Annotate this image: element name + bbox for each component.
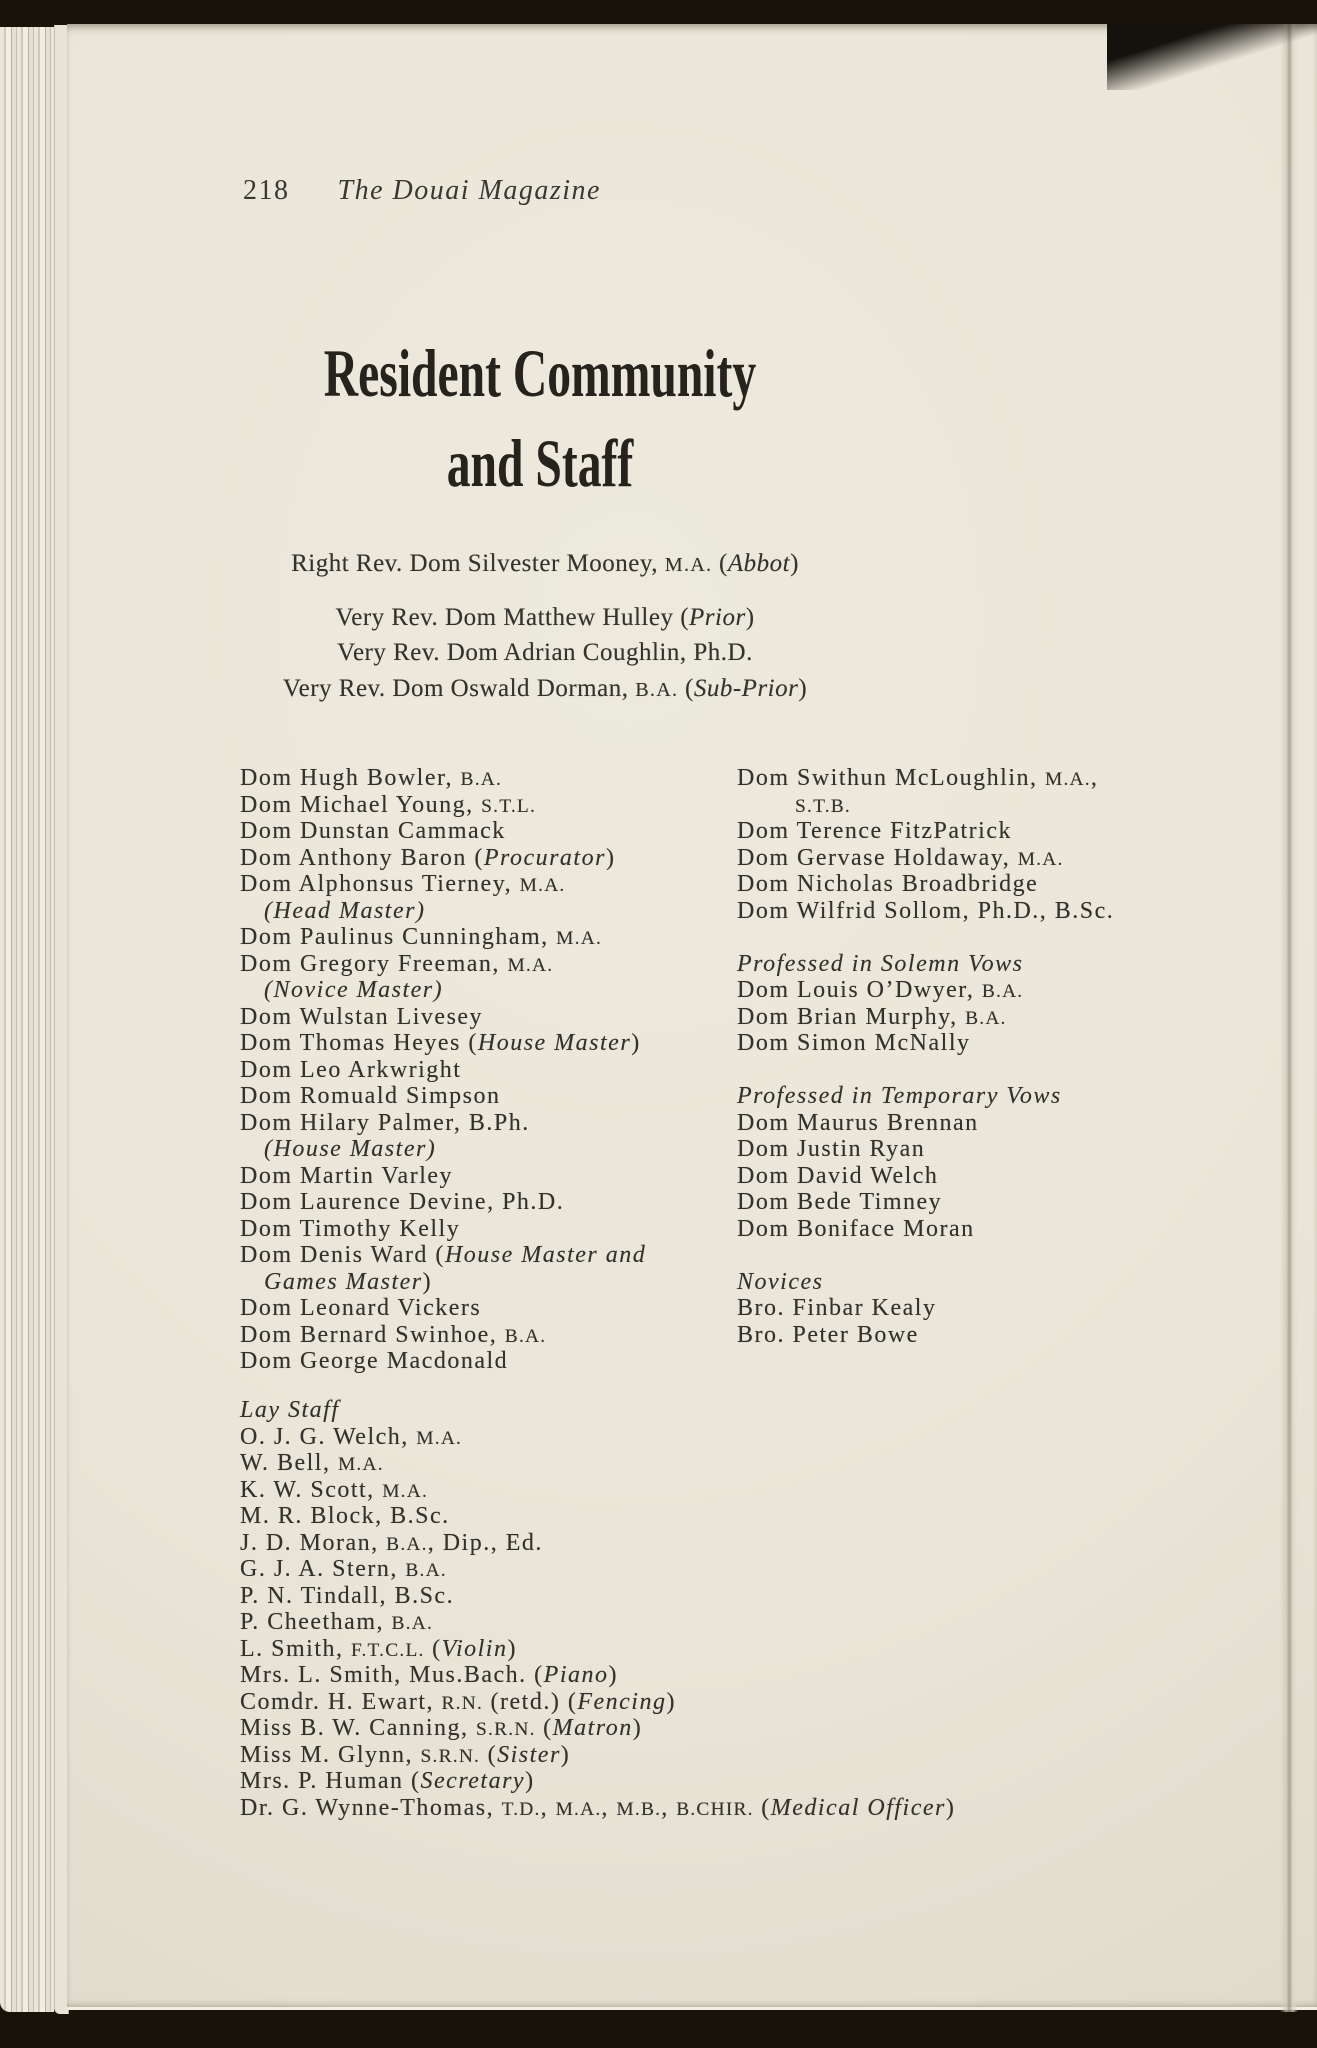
text-segment: M.A.	[416, 1427, 463, 1449]
text-segment: Dom Anthony Baron (	[240, 844, 484, 871]
community-column-left	[240, 765, 646, 1375]
list-line	[737, 1110, 1114, 1137]
text-segment: K. W. Scott,	[240, 1476, 383, 1503]
text-segment: M.A.	[555, 1798, 602, 1820]
text-segment: Dom Romuald Simpson	[240, 1083, 501, 1109]
text-segment: (House Master)	[264, 1136, 437, 1162]
text-segment: S.T.L.	[481, 795, 537, 817]
title-line-2: and Staff	[446, 425, 634, 501]
list-line	[240, 1530, 955, 1557]
text-segment: Mrs. L. Smith, Mus.Bach. (	[240, 1662, 544, 1688]
list-line	[737, 1083, 1114, 1110]
text-segment: )	[608, 1662, 618, 1688]
text-segment: )	[605, 844, 616, 871]
list-line	[737, 818, 1114, 845]
text-segment: Mrs. P. Human (	[240, 1768, 421, 1794]
list-line	[240, 977, 646, 1004]
text-segment: M.A.	[1045, 769, 1091, 790]
text-segment: Dom Maurus Brennan	[737, 1109, 979, 1136]
text-segment: Procurator	[483, 844, 606, 871]
text-segment: Professed in Solemn Vows	[737, 950, 1024, 977]
text-segment: Piano	[543, 1662, 609, 1688]
text-segment: ,	[1090, 765, 1099, 791]
text-segment: Violin	[441, 1635, 508, 1662]
list-line	[240, 1662, 955, 1689]
list-line	[240, 1742, 955, 1769]
list-line	[240, 1348, 646, 1375]
list-line	[737, 1189, 1114, 1216]
text-segment: B.A.	[965, 1007, 1007, 1029]
dignitaries-list	[10, 546, 1080, 706]
list-line	[240, 1689, 955, 1716]
text-segment: B.A.	[405, 1560, 447, 1581]
text-segment: M.B.	[616, 1798, 662, 1820]
text-segment: Dom Gregory Freeman,	[240, 950, 508, 977]
text-segment: Dom Bede Timney	[737, 1189, 943, 1215]
lay-staff-list	[240, 1397, 955, 1821]
text-segment: )	[631, 1030, 641, 1056]
text-segment: Games Master	[264, 1268, 423, 1295]
list-line	[737, 1269, 1114, 1296]
text-segment: M.A.	[382, 1480, 429, 1502]
text-segment: M.A.	[556, 928, 603, 949]
text-segment: (Novice Master)	[264, 977, 444, 1003]
text-segment: M.A.	[337, 1454, 384, 1475]
list-line	[10, 635, 1080, 671]
text-segment: )	[666, 1688, 676, 1715]
text-segment: J. D. Moran,	[240, 1529, 387, 1556]
list-line	[737, 977, 1114, 1004]
list-line	[240, 1450, 955, 1477]
list-line	[240, 1216, 646, 1243]
text-segment: ,	[661, 1794, 677, 1821]
text-segment: Lay Staff	[240, 1397, 340, 1423]
list-line	[737, 1004, 1114, 1031]
text-segment: Dom Louis O’Dwyer,	[737, 977, 982, 1003]
text-segment: , Dip., Ed.	[427, 1529, 543, 1556]
text-segment: Novices	[737, 1268, 824, 1295]
text-segment: Dom Brian Murphy,	[737, 1003, 966, 1030]
text-segment: Dom Thomas Heyes (	[240, 1030, 478, 1056]
text-segment: B.A.	[504, 1325, 547, 1347]
text-segment: Dom Alphonsus Tierney,	[240, 871, 520, 897]
text-segment: Dom Justin Ryan	[737, 1136, 926, 1162]
text-segment: (	[535, 1715, 553, 1741]
text-segment: Bro. Finbar Kealy	[737, 1295, 937, 1321]
list-line	[737, 792, 1114, 819]
blank-line	[737, 924, 1114, 951]
list-line	[240, 818, 646, 845]
text-segment: M.A.	[519, 875, 566, 896]
list-line	[240, 1636, 955, 1663]
list-line	[240, 1269, 646, 1296]
list-line	[240, 1295, 646, 1322]
list-line	[240, 1795, 955, 1822]
text-segment: House Master and	[444, 1242, 647, 1268]
text-segment: Dom Dunstan Cammack	[240, 818, 506, 844]
text-segment: S.R.N.	[476, 1719, 536, 1740]
text-segment: Fencing	[577, 1688, 667, 1715]
text-segment: P. N. Tindall, B.Sc.	[240, 1582, 455, 1609]
text-segment: B.A.	[391, 1613, 434, 1634]
list-line	[240, 1768, 955, 1795]
community-column-right	[737, 765, 1114, 1348]
text-segment: B.A.	[460, 769, 503, 790]
list-line	[737, 1136, 1114, 1163]
text-segment: B.CHIR.	[676, 1798, 754, 1820]
page-title	[0, 328, 1080, 508]
text-segment: (	[424, 1635, 442, 1662]
list-line	[240, 1030, 646, 1057]
text-segment: Dom Denis Ward (	[240, 1242, 445, 1268]
list-line	[240, 1057, 646, 1084]
text-segment: Dom Wilfrid Sollom, Ph.D., B.Sc.	[737, 897, 1115, 924]
text-segment: M.A.	[507, 954, 554, 976]
text-segment: S.R.N.	[420, 1745, 481, 1767]
magazine-title: The Douai Magazine	[337, 175, 601, 206]
text-segment: Dom Boniface Moran	[737, 1215, 975, 1242]
text-segment: Dom Martin Varley	[240, 1162, 454, 1189]
list-line	[737, 765, 1114, 792]
list-line	[240, 1083, 646, 1110]
list-line	[737, 1322, 1114, 1349]
running-header	[243, 176, 601, 206]
list-line	[240, 1322, 646, 1349]
text-segment: G. J. A. Stern,	[240, 1556, 406, 1582]
list-line	[240, 1715, 955, 1742]
text-segment: S.T.B.	[795, 795, 851, 817]
list-line	[240, 1397, 955, 1424]
list-line	[10, 546, 1080, 582]
list-line	[240, 792, 646, 819]
list-line	[240, 1136, 646, 1163]
text-segment: (	[712, 550, 728, 577]
list-line	[240, 1556, 955, 1583]
text-segment: Very Rev. Dom Adrian Coughlin, Ph.D.	[337, 639, 753, 666]
text-segment: L. Smith,	[240, 1635, 352, 1662]
text-segment: Dom Leo Arkwright	[240, 1056, 462, 1083]
list-line	[10, 671, 1080, 707]
list-line	[240, 898, 646, 925]
text-segment: Abbot	[727, 550, 791, 577]
text-segment: B.A.	[635, 678, 679, 701]
list-line	[737, 845, 1114, 872]
text-segment: )	[798, 674, 808, 702]
text-segment: Dom Wulstan Livesey	[240, 1003, 484, 1030]
text-segment: Dom George Macdonald	[240, 1348, 509, 1374]
text-segment: )	[560, 1741, 571, 1768]
text-segment: Dom David Welch	[737, 1162, 939, 1189]
list-line	[240, 845, 646, 872]
text-segment: Sub-Prior	[693, 674, 799, 702]
blank-line	[737, 1242, 1114, 1269]
text-segment: )	[507, 1635, 517, 1662]
text-segment: Secretary	[420, 1768, 526, 1794]
list-line	[240, 1609, 955, 1636]
list-line	[240, 1424, 955, 1451]
list-line	[240, 1477, 955, 1504]
text-segment: Dom Hilary Palmer, B.Ph.	[240, 1109, 530, 1136]
text-segment: Dr. G. Wynne-Thomas,	[240, 1794, 502, 1821]
text-segment: (	[480, 1741, 498, 1768]
page-number: 218	[243, 175, 290, 206]
list-line	[737, 1030, 1114, 1057]
text-segment: Dom Michael Young,	[240, 791, 482, 818]
text-segment: )	[422, 1268, 433, 1295]
text-segment: (retd.) (	[483, 1688, 578, 1715]
text-segment: Medical Officer	[770, 1794, 946, 1821]
text-segment: House Master	[477, 1030, 632, 1056]
blank-line	[737, 1057, 1114, 1084]
text-segment: M. R. Block, B.Sc.	[240, 1503, 450, 1529]
list-line	[10, 600, 1080, 636]
text-segment: (	[753, 1794, 771, 1821]
list-line	[737, 871, 1114, 898]
text-segment: Dom Gervase Holdaway,	[737, 844, 1018, 871]
list-line	[737, 951, 1114, 978]
text-segment: Dom Leonard Vickers	[240, 1295, 482, 1321]
text-segment: Dom Simon McNally	[737, 1030, 971, 1056]
list-line	[240, 1110, 646, 1137]
list-line	[240, 1189, 646, 1216]
text-segment: Bro. Peter Bowe	[737, 1321, 919, 1348]
list-line	[240, 951, 646, 978]
text-segment: Professed in Temporary Vows	[737, 1083, 1062, 1109]
text-segment: (Head Master)	[264, 897, 426, 924]
text-segment: Prior	[689, 603, 746, 631]
list-line	[240, 1163, 646, 1190]
title-line-1: Resident Community	[323, 335, 757, 411]
list-line	[240, 871, 646, 898]
text-segment: (	[678, 674, 694, 702]
text-segment: Right Rev. Dom Silvester Mooney,	[291, 550, 665, 577]
text-segment: Comdr. H. Ewart,	[240, 1688, 442, 1715]
text-segment: T.D.	[501, 1798, 541, 1820]
list-line	[240, 1583, 955, 1610]
list-line	[737, 1216, 1114, 1243]
text-segment: )	[632, 1715, 643, 1741]
text-segment: Dom Timothy Kelly	[240, 1215, 461, 1242]
text-segment: Dom Hugh Bowler,	[240, 765, 461, 791]
text-segment: Dom Laurence Devine, Ph.D.	[240, 1189, 565, 1215]
text-segment: Sister	[497, 1741, 561, 1768]
text-segment: Dom Paulinus Cunningham,	[240, 924, 557, 950]
text-segment: Dom Bernard Swinhoe,	[240, 1321, 505, 1348]
text-segment: Matron	[552, 1715, 633, 1741]
text-segment: ,	[601, 1794, 617, 1821]
text-segment: Dom Terence FitzPatrick	[737, 818, 1012, 844]
text-segment: ,	[540, 1794, 556, 1821]
list-line	[737, 1295, 1114, 1322]
text-segment: )	[525, 1768, 535, 1794]
text-segment: )	[945, 1794, 956, 1821]
list-line	[240, 1503, 955, 1530]
text-segment: W. Bell,	[240, 1450, 338, 1476]
text-segment: M.A.	[1017, 848, 1064, 870]
text-segment: Very Rev. Dom Matthew Hulley (	[335, 603, 690, 631]
text-segment: R.N.	[441, 1692, 484, 1714]
text-segment: M.A.	[664, 554, 713, 576]
list-line	[240, 924, 646, 951]
text-segment: Dom Swithun McLoughlin,	[737, 765, 1046, 791]
list-line	[240, 1004, 646, 1031]
list-line	[737, 1163, 1114, 1190]
list-line	[737, 898, 1114, 925]
text-segment: B.A.	[981, 981, 1024, 1002]
text-segment: Miss B. W. Canning,	[240, 1715, 477, 1741]
text-segment: P. Cheetham,	[240, 1609, 392, 1635]
text-segment: )	[790, 550, 799, 577]
text-segment: Dom Nicholas Broadbridge	[737, 871, 1039, 897]
text-segment: B.A.	[386, 1533, 428, 1555]
list-line	[240, 765, 646, 792]
list-line	[240, 1242, 646, 1269]
text-segment: O. J. G. Welch,	[240, 1423, 417, 1450]
text-segment: Miss M. Glynn,	[240, 1741, 421, 1768]
text-segment: Very Rev. Dom Oswald Dorman,	[282, 674, 636, 702]
text-segment: F.T.C.L.	[351, 1639, 425, 1661]
text-segment: )	[745, 603, 755, 631]
